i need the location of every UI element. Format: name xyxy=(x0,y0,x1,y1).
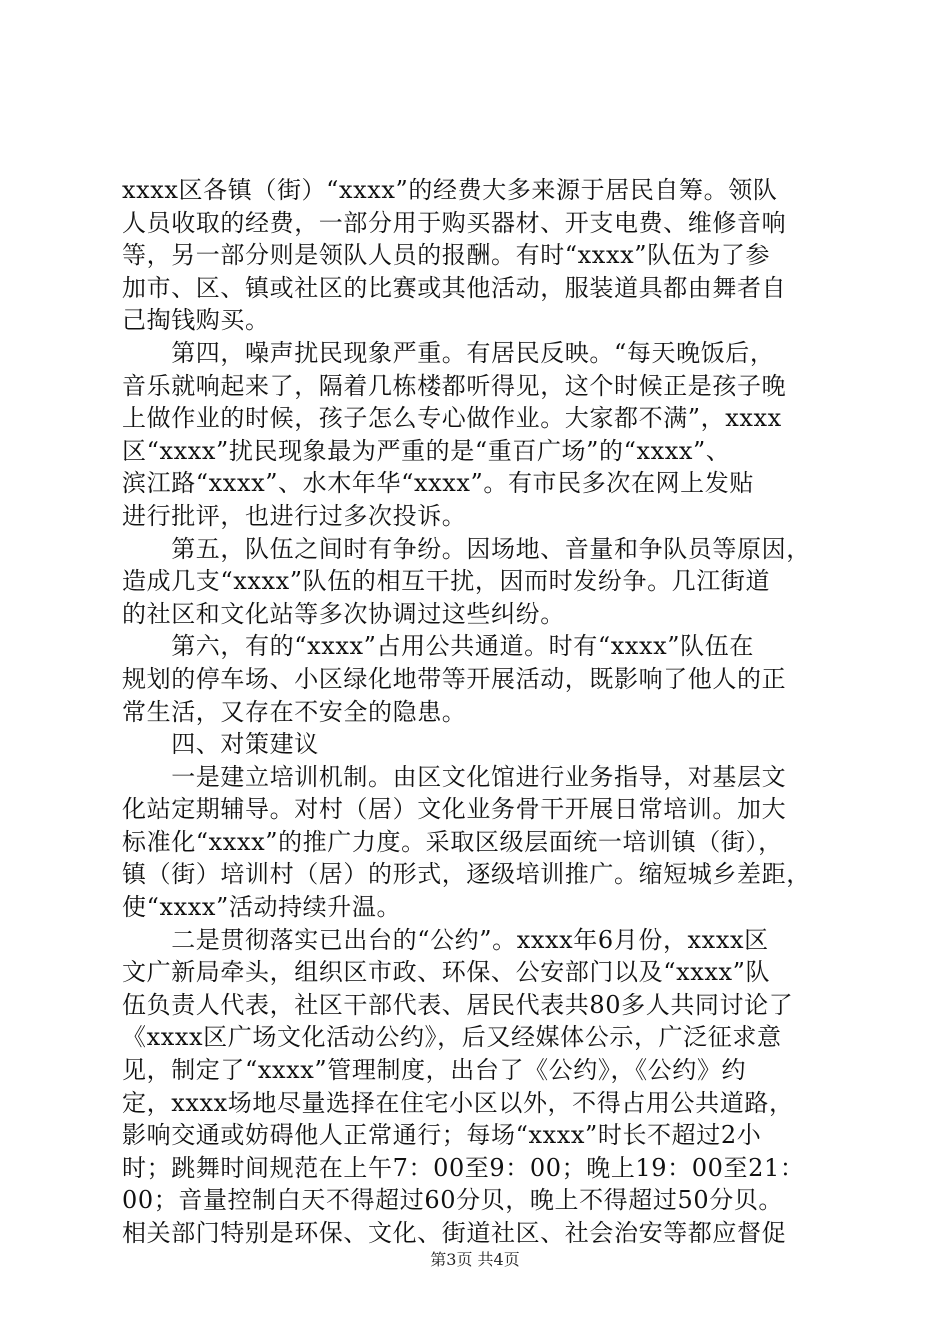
text-line: 相关部门特别是环保、文化、街道社区、社会治安等都应督促 xyxy=(122,1219,787,1247)
text-line: 进行批评，也进行过多次投诉。 xyxy=(122,501,467,530)
text-line: 伍负责人代表，社区干部代表、居民代表共80多人共同讨论了 xyxy=(122,990,794,1019)
section-heading: 四、对策建议 xyxy=(122,730,319,759)
page-footer xyxy=(0,1247,950,1270)
text-line: 化站定期辅导。对村（居）文化业务骨干开展日常培训。加大 xyxy=(122,795,787,824)
text-line: 二是贯彻落实已出台的“公约”。xxxx年6月份，xxxx区 xyxy=(122,925,769,954)
text-line: 的社区和文化站等多次协调过这些纠纷。 xyxy=(122,599,565,628)
text-line: 使“xxxx”活动持续升温。 xyxy=(122,893,402,922)
text-line: 规划的停车场、小区绿化地带等开展活动，既影响了他人的正 xyxy=(122,664,787,693)
text-line: 一是建立培训机制。由区文化馆进行业务指导，对基层文 xyxy=(122,762,787,791)
text-line: 己掏钱购买。 xyxy=(122,306,270,335)
text-line: 《xxxx区广场文化活动公约》，后又经媒体公示，广泛征求意 xyxy=(122,1023,782,1052)
text-line: 人员收取的经费，一部分用于购买器材、开支电费、维修音响 xyxy=(122,208,787,237)
text-line: 影响交通或妨碍他人正常通行；每场“xxxx”时长不超过2小 xyxy=(122,1121,762,1150)
text-line: 定，xxxx场地尽量选择在住宅小区以外，不得占用公共道路， xyxy=(122,1088,794,1117)
text-line: 时；跳舞时间规范在上午7：00至9：00；晚上19：00至21： xyxy=(122,1153,805,1182)
text-line: 见，制定了“xxxx”管理制度，出台了《公约》，《公约》约 xyxy=(122,1056,747,1085)
text-line: xxxx区各镇（街）“xxxx”的经费大多来源于居民自筹。领队 xyxy=(122,176,778,204)
text-line: 加市、区、镇或社区的比赛或其他活动，服装道具都由舞者自 xyxy=(122,273,787,302)
text-line: 上做作业的时候，孩子怎么专心做作业。大家都不满”，xxxx xyxy=(122,404,782,433)
text-line: 第五，队伍之间时有争纷。因场地、音量和争队员等原因， xyxy=(122,534,811,563)
document-body xyxy=(122,174,838,1250)
text-line: 标准化“xxxx”的推广力度。采取区级层面统一培训镇（街）， xyxy=(122,827,783,856)
page-number-label: 第3页 共4页 xyxy=(430,1250,520,1269)
text-line: 第六，有的“xxxx”占用公共通道。时有“xxxx”队伍在 xyxy=(122,632,754,661)
text-line: 第四，噪声扰民现象严重。有居民反映。“每天晚饭后， xyxy=(122,338,775,367)
text-line: 区“xxxx”扰民现象最为严重的是“重百广场”的“xxxx”、 xyxy=(122,436,731,465)
text-line: 滨江路“xxxx”、水木年华“xxxx”。有市民多次在网上发贴 xyxy=(122,469,754,498)
text-line: 镇（街）培训村（居）的形式，逐级培训推广。缩短城乡差距， xyxy=(122,860,811,889)
text-line: 等，另一部分则是领队人员的报酬。有时“xxxx”队伍为了参 xyxy=(122,241,771,270)
text-line: 00；音量控制白天不得超过60分贝，晚上不得超过50分贝。 xyxy=(122,1186,784,1215)
text-line: 音乐就响起来了，隔着几栋楼都听得见，这个时候正是孩子晚 xyxy=(122,371,787,400)
text-line: 文广新局牵头，组织区市政、环保、公安部门以及“xxxx”队 xyxy=(122,958,771,987)
text-line: 常生活，又存在不安全的隐患。 xyxy=(122,697,467,726)
text-line: 造成几支“xxxx”队伍的相互干扰，因而时发纷争。几江街道 xyxy=(122,567,771,596)
